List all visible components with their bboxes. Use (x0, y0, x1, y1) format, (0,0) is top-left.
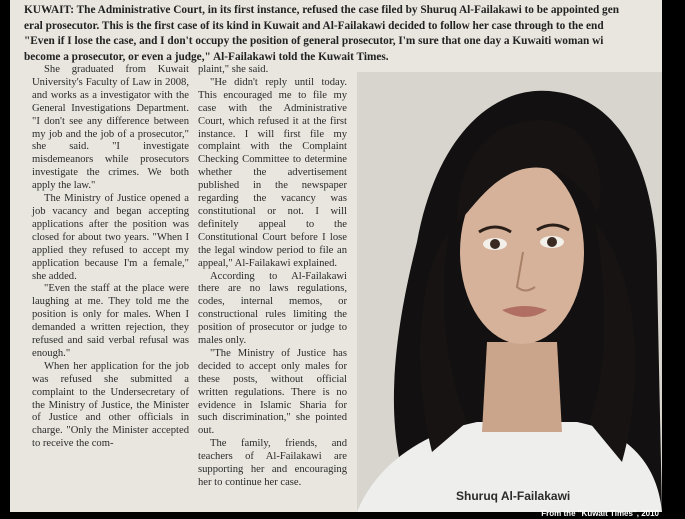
lead-line: "Even if I lose the case, and I don't occupy the position of general prosecutor, I'm sure that one day a Kuwaiti woman wi (24, 35, 604, 48)
article-column-1 (32, 64, 189, 451)
newspaper-clipping (10, 0, 662, 512)
paragraph: The family, friends, and teachers of Al-Failakawi are supporting her and encouraging her to continue her case. (198, 438, 347, 488)
paragraph: She graduated from Kuwait University's Faculty of Law in 2008, and works as a investigator with the General Investigations Department. "I don't see any difference between my job and the job of a prosecutor," she said. "I investigate misdemeanors while prosecutors investigate the crimes. We both apply the law." (32, 64, 189, 192)
paragraph: "He didn't reply until today. This encouraged me to file my case with the Administrative Court, which refused it at the first instance. I will first file my complaint with the Complaint Checking Committee to determine whether the advertisement published in the newspaper regarding the vacancy was constitutional or not. I will definitely appeal to the Constitutional Court before I lose the legal window period to file an appeal," Al-Failakawi explained. (198, 76, 347, 269)
paragraph: The Ministry of Justice opened a job vacancy and began accepting applications after the position was closed for about two years. "When I applied they refused to accept my application because I'm a female," she added. (32, 193, 189, 282)
article-column-2 (198, 64, 347, 490)
photo-caption: Shuruq Al-Failakawi (456, 489, 571, 503)
paragraph: "The Ministry of Justice has decided to accept only males for these posts, without official written regulations. There is no evidence in Islamic Sharia for such discrimination," she pointed out. (198, 347, 347, 437)
paragraph: plaint," she said. (198, 64, 269, 75)
lead-line: become a prosecutor, or even a judge," Al-Failakawi told the Kuwait Times. (24, 50, 389, 63)
paragraph: "Even the staff at the place were laughing at me. They told me the position is only for males. When I demanded a written rejection, they refused and said verbal refusal was enough." (32, 283, 189, 359)
portrait-illustration (357, 72, 662, 512)
lead-line: eral prosecutor. This is the first case of its kind in Kuwait and Al-Failakawi decided to follow her case through to the end (24, 19, 604, 32)
article-lead (24, 3, 660, 65)
lead-line: KUWAIT: The Administrative Court, in its first instance, refused the case filed by Shuruq Al-Failakawi to be appointed gen (24, 4, 620, 16)
paragraph: When her application for the job was refused she submitted a complaint to the Undersecretary of the Ministry of Justice, the Minister of Justice and other officials in charge. "Only the Minister accepted to receive the com- (32, 360, 189, 450)
source-credit: From the "Kuwait Times", 2010 (541, 509, 659, 518)
portrait-photo (357, 72, 662, 512)
paragraph: According to Al-Failakawi there are no laws regulations, codes, internal memos, or constructional rules limiting the position of prosecutor or judge to males only. (198, 270, 347, 347)
